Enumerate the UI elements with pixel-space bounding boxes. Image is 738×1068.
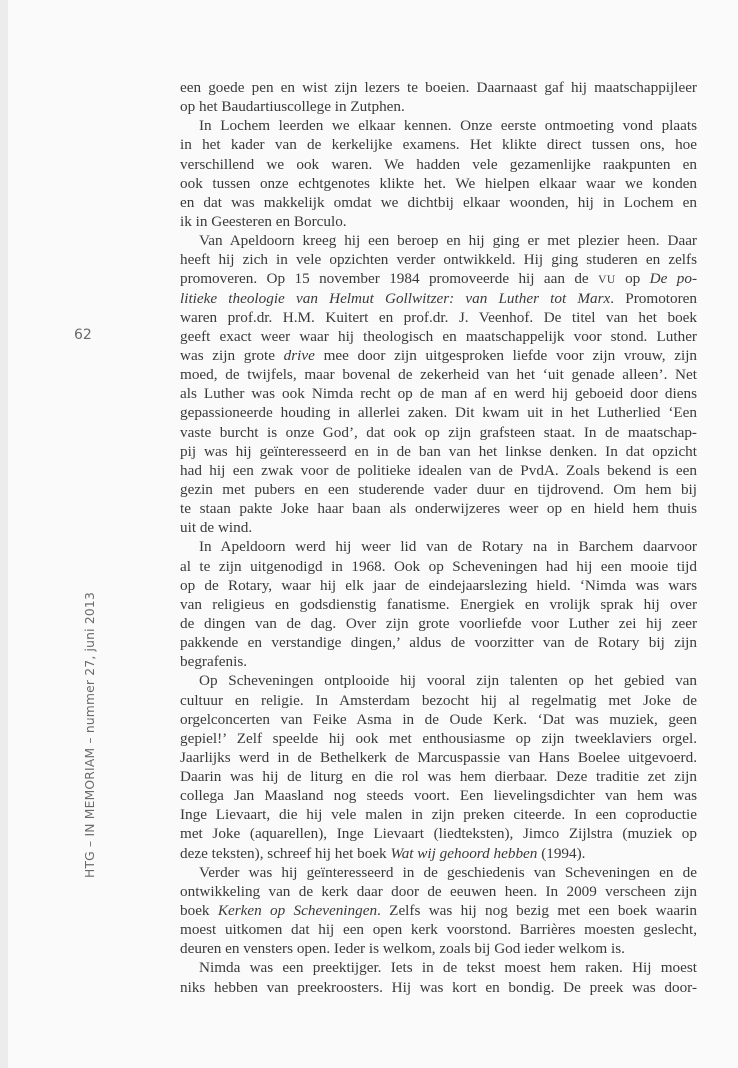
text-line xyxy=(180,576,697,595)
paragraph xyxy=(180,537,697,671)
text-line xyxy=(180,461,697,480)
text-segment: VU xyxy=(598,274,616,287)
text-segment: als Luther was ook Nimda recht op de man af en werd hij geboeid door diens xyxy=(180,385,697,403)
text-segment: cultuur en religie. In Amsterdam bezocht hij al regelmatig met Joke de xyxy=(180,691,697,709)
text-line xyxy=(180,557,697,576)
text-segment: heeft hij zich in vele opzichten verder ontwikkeld. Hij ging studeren en zelfs xyxy=(180,251,697,269)
paragraph xyxy=(180,863,697,959)
text-segment: collega Jan Maasland nog steeds voort. Een lievelingsdichter van hem was xyxy=(180,787,697,805)
text-segment: ontwikkeling van de kerk daar door de eeuwen heen. In 2009 verscheen zijn xyxy=(180,882,697,900)
text-line xyxy=(180,289,697,308)
text-line xyxy=(180,748,697,767)
text-line xyxy=(180,729,697,748)
text-line xyxy=(180,174,697,193)
text-line xyxy=(180,710,697,729)
text-segment: op xyxy=(615,270,650,288)
text-segment: te staan pakte Joke haar baan als onderwijzeres weer op en hield hem thuis xyxy=(180,500,697,518)
text-line xyxy=(180,346,697,365)
text-segment: pij was hij geïnteresseerd en in de ban van het linkse denken. In dat opzicht xyxy=(180,442,697,460)
text-segment: Van Apeldoorn kreeg hij een beroep en hij ging er met plezier heen. Daar xyxy=(199,232,697,250)
text-line xyxy=(180,786,697,805)
text-line xyxy=(180,863,697,882)
text-line xyxy=(180,614,697,633)
text-line xyxy=(180,308,697,327)
text-segment: gepiel!’ Zelf speelde hij ook met enthousiasme op zijn tweeklaviers orgel. xyxy=(180,729,697,747)
text-segment: Inge Lievaart, die hij vele malen in zijn preken citeerde. In een coproductie xyxy=(180,806,697,824)
text-line xyxy=(180,901,697,920)
text-line xyxy=(180,423,697,442)
text-line xyxy=(180,920,697,939)
text-line xyxy=(180,231,697,250)
text-segment: ook tussen onze echtgenotes klikte het. We hielpen elkaar waar we konden xyxy=(180,174,697,192)
text-segment: uit de wind. xyxy=(180,519,253,537)
text-line xyxy=(180,805,697,824)
text-line xyxy=(180,269,697,288)
text-segment: Daarin was hij de liturg en die rol was hem dierbaar. Deze traditie zet zijn xyxy=(180,768,697,786)
text-segment: . Zelfs was hij nog bezig met een boek waarin xyxy=(377,902,697,920)
page-number: 62 xyxy=(74,327,92,343)
text-line xyxy=(180,518,697,537)
text-line xyxy=(180,155,697,174)
text-line xyxy=(180,958,697,977)
text-segment: In Apeldoorn werd hij weer lid van de Rotary na in Barchem daarvoor xyxy=(199,538,697,556)
text-segment: moed, de twijfels, maar bovenal de zekerheid van het ‘uit genade alleen’. Net xyxy=(180,366,697,384)
text-segment: in het kader van de kerkelijke examens. Het klikte direct tussen ons, hoe xyxy=(180,136,697,154)
italic-text: Kerken op Scheveningen xyxy=(217,902,378,920)
text-segment: moest uitkomen dat hij een open kerk voorstond. Barrières moesten geslecht, xyxy=(180,921,697,939)
text-line xyxy=(180,767,697,786)
text-line xyxy=(180,78,697,97)
text-segment: In Lochem leerden we elkaar kennen. Onze eerste ontmoeting vond plaats xyxy=(199,117,697,135)
text-segment: vaste burcht is onze God’, dat ook op zijn grafsteen staat. In de maatschap- xyxy=(180,423,697,441)
text-segment: had hij een zwak voor de politieke idealen van de PvdA. Zoals bekend is een xyxy=(180,461,697,479)
text-segment: Nimda was een preektijger. Iets in de tekst moest hem raken. Hij moest xyxy=(199,959,697,977)
text-line xyxy=(180,633,697,652)
italic-text: De po- xyxy=(649,270,697,288)
text-line xyxy=(180,652,697,671)
text-line xyxy=(180,250,697,269)
text-segment: verschillend we ook waren. We hadden vele gezamenlijke raakpunten en xyxy=(180,155,697,173)
text-segment: waren prof.dr. H.M. Kuitert en prof.dr. J. Veenhof. De titel van het boek xyxy=(180,308,697,326)
text-segment: ik in Geesteren en Borculo. xyxy=(180,212,347,230)
text-line xyxy=(180,480,697,499)
text-segment: Op Scheveningen ontplooide hij vooral zijn talenten op het gebied van xyxy=(199,672,697,690)
text-segment: gezin met pubers en een studerende vader duur en tijdrovend. Om hem bij xyxy=(180,480,697,498)
body-text-column xyxy=(180,78,697,997)
text-segment: orgelconcerten van Feike Asma in de Oude Kerk. ‘Dat was muziek, geen xyxy=(180,710,697,728)
text-segment: begrafenis. xyxy=(180,653,248,671)
text-segment: op de Rotary, waar hij elk jaar de eindejaarslezing hield. ‘Nimda was wars xyxy=(180,576,697,594)
text-segment: (1994). xyxy=(537,844,586,862)
text-segment: de dingen van de dag. Over zijn grote voorliefde voor Luther zei hij zeer xyxy=(180,614,697,632)
text-line xyxy=(180,384,697,403)
text-segment: van religieus en godsdienstig fanatisme. Energiek en vrolijk sprak hij over xyxy=(180,595,697,613)
text-segment: boek xyxy=(180,902,218,920)
text-line xyxy=(180,939,697,958)
paragraph xyxy=(180,116,697,231)
text-line xyxy=(180,499,697,518)
running-head: HTG – IN MEMORIAM – nummer 27, juni 2013 xyxy=(83,592,97,878)
paragraph xyxy=(180,78,697,116)
paragraph xyxy=(180,958,697,996)
text-line xyxy=(180,116,697,135)
text-line xyxy=(180,327,697,346)
text-line xyxy=(180,365,697,384)
text-segment: niks hebben van preekroosters. Hij was kort en bondig. De preek was door- xyxy=(180,978,697,996)
text-line xyxy=(180,193,697,212)
paragraph xyxy=(180,671,697,862)
italic-text: drive xyxy=(283,346,315,364)
text-line xyxy=(180,537,697,556)
text-line xyxy=(180,824,697,843)
text-line xyxy=(180,135,697,154)
text-line xyxy=(180,403,697,422)
text-line xyxy=(180,442,697,461)
text-segment: geeft exact weer waar hij theologisch en maatschappelijk voor stond. Luther xyxy=(180,327,697,345)
text-segment: met Joke (aquarellen), Inge Lievaart (liedteksten), Jimco Zijlstra (muziek op xyxy=(180,825,697,843)
text-line xyxy=(180,882,697,901)
paragraph xyxy=(180,231,697,537)
text-line xyxy=(180,595,697,614)
text-segment: en dat was makkelijk omdat we dichtbij elkaar woonden, hij in Lochem en xyxy=(180,193,697,211)
text-line xyxy=(180,978,697,997)
text-segment: Verder was hij geïnteresseerd in de geschiedenis van Scheveningen en de xyxy=(199,863,697,881)
text-line xyxy=(180,844,697,863)
text-line xyxy=(180,212,697,231)
text-segment: een goede pen en wist zijn lezers te boeien. Daarnaast gaf hij maatschappijleer xyxy=(180,79,697,96)
italic-text: litieke theologie van Helmut Gollwitzer: van Luther tot Marx xyxy=(180,289,611,307)
text-segment: . Promotoren xyxy=(610,289,697,307)
text-segment: was zijn grote xyxy=(180,346,284,364)
text-segment: deze teksten), schreef hij het boek xyxy=(180,844,391,862)
text-line xyxy=(180,671,697,690)
text-segment: mee door zijn uitgesproken liefde voor zijn vrouw, zijn xyxy=(314,346,698,364)
text-line xyxy=(180,691,697,710)
text-segment: Jaarlijks werd in de Bethelkerk de Marcuspassie van Hans Boelee uitgevoerd. xyxy=(180,748,697,766)
text-segment: promoveren. Op 15 november 1984 promoveerde hij aan de xyxy=(180,270,599,288)
text-segment: al te zijn uitgenodigd in 1968. Ook op Scheveningen had hij een mooie tijd xyxy=(180,557,697,575)
text-segment: gepassioneerde houding in allerlei zaken. Dit kwam uit in het Lutherlied ‘Een xyxy=(180,404,697,422)
italic-text: Wat wij gehoord hebben xyxy=(390,844,538,862)
text-segment: pakkende en verstandige dingen,’ aldus de voorzitter van de Rotary bij zijn xyxy=(180,634,697,652)
text-line xyxy=(180,97,697,116)
text-segment: op het Baudartiuscollege in Zutphen. xyxy=(180,98,405,116)
text-segment: deuren en vensters open. Ieder is welkom, zoals bij God ieder welkom is. xyxy=(180,940,625,958)
page-edge xyxy=(0,0,8,1068)
